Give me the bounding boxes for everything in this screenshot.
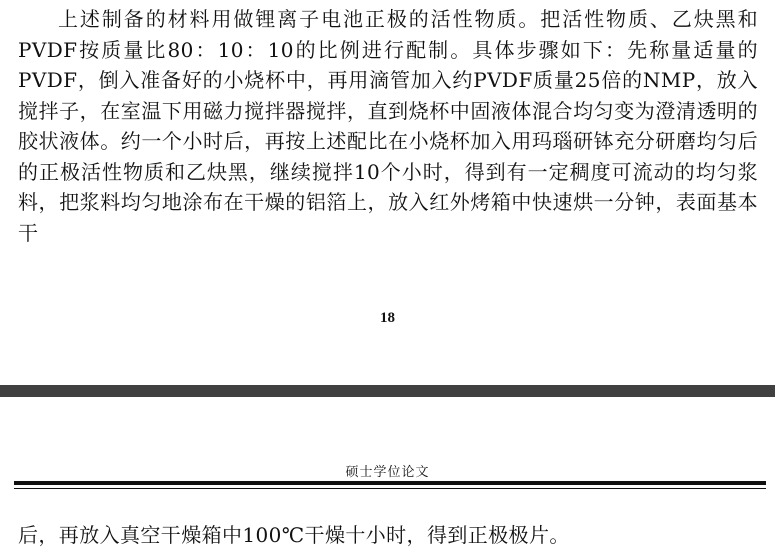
body-paragraph: 上述制备的材料用做锂离子电池正极的活性物质。把活性物质、乙炔黑和PVDF按质量比80：10：10的比例进行配制。具体步骤如下：先称量适量的PVDF，倒入准备好的小烧杯中，再用滴管加入约PVDF质量25倍的NMP，放入搅拌子，在室温下用磁力搅拌器搅拌，直到烧杯中固液体混合均匀变为澄清透明的胶状液体。约一个小时后，再按上述配比在小烧杯加入用玛瑙研钵充分研磨均匀后的正极活性物质和乙炔黑，继续搅拌10个小时，得到有一定稠度可流动的均匀浆料，把浆料均匀地涂布在干燥的铝箔上，放入红外烤箱中快速烘一分钟，表面基本干 <box>18 7 758 245</box>
page-number: 18 <box>380 310 395 326</box>
header-rule-thick <box>14 481 766 485</box>
next-page <box>0 397 775 545</box>
page-break-divider <box>0 385 775 397</box>
continued-paragraph: 后，再放入真空干燥箱中100℃干燥十小时，得到正极极片。 <box>18 523 570 547</box>
header-rule-thin <box>14 488 766 489</box>
running-header: 硕士学位论文 <box>345 465 430 480</box>
